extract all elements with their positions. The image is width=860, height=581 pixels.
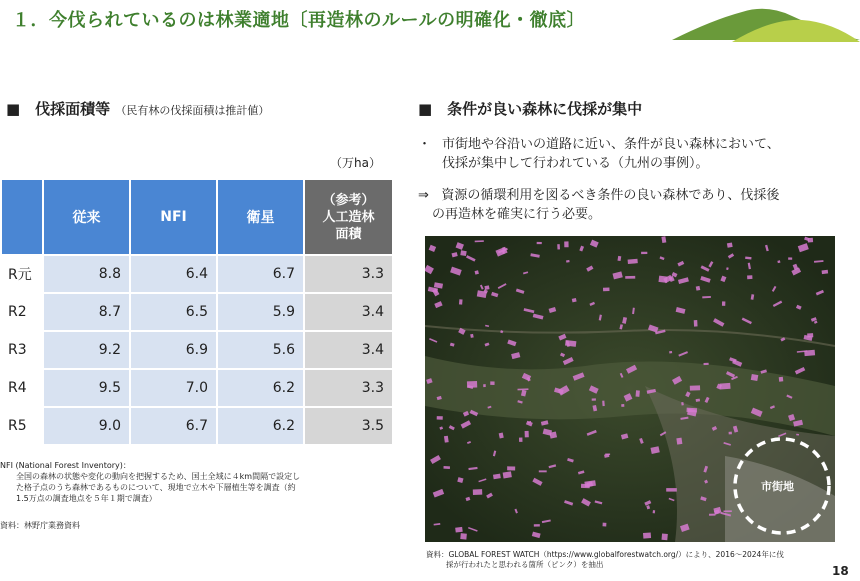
header-reference: （参考） 人工造林 面積 [305,180,392,254]
table-cell: 6.2 [218,370,303,406]
table-cell: 3.3 [305,256,392,292]
table-cell: 6.7 [131,408,216,444]
table-cell: 6.7 [218,256,303,292]
row-label: R元 [2,256,42,292]
heading-text: ■ 伐採面積等 [6,100,111,118]
heading-note: （民有林の伐採面積は推計値） [115,104,270,117]
page-title: １．今伐られているのは林業適地〔再造林のルールの明確化・徹底〕 [12,10,586,31]
row-label: R5 [2,408,42,444]
page-number: 18 [832,564,849,578]
map-caption: 資料：GLOBAL FOREST WATCH（https://www.globalforestwatch.org/）により、2016〜2024年に伐 採が行われたと思われる箇所（ピンク）を抽出 [426,550,784,569]
table-cell: 9.5 [44,370,129,406]
nfi-note: NFI (National Forest Inventory)： 全国の森林の状態や変化の動向を把握するため、国土全域に４km間隔で設定し た格子点のうち森林であるものについて、現地で立木や下層植生等を調査（約 1.5万点の調査地点を５年１期で調査） [0,461,301,503]
header-conventional: 従来 [44,180,129,254]
table-cell: 9.0 [44,408,129,444]
row-label: R4 [2,370,42,406]
table-cell: 8.8 [44,256,129,292]
table-cell: 5.6 [218,332,303,368]
table-cell: 3.4 [305,332,392,368]
conclusion-text: ⇒ 資源の循環利用を図るべき条件の良い森林であり、伐採後 の再造林を確実に行う必要。 [418,188,780,222]
section-heading-harvest-area [6,98,269,119]
header-satellite: 衛星 [218,180,303,254]
table-cell: 3.3 [305,370,392,406]
section-heading-concentration: ■ 条件が良い森林に伐採が集中 [418,100,643,118]
source-note: 資料：林野庁業務資料 [0,521,80,530]
table-cell: 3.5 [305,408,392,444]
table-row [2,408,392,444]
row-label: R3 [2,332,42,368]
table-cell: 6.4 [131,256,216,292]
table-cell: 6.9 [131,332,216,368]
header-nfi: NFI [131,180,216,254]
table-row [2,256,392,292]
unit-label: （万ha） [330,156,381,170]
table-cell: 6.5 [131,294,216,330]
arrow-mark: ⇒ [418,188,429,203]
satellite-map [425,236,835,542]
bullet-mark: ・ [418,137,432,152]
header-corner [2,180,42,254]
table-cell: 8.7 [44,294,129,330]
mountains-logo [672,0,860,46]
urban-area-label: 市街地 [761,480,794,493]
table-cell: 7.0 [131,370,216,406]
table-row [2,332,392,368]
table-cell: 5.9 [218,294,303,330]
table-row [2,370,392,406]
table-cell: 6.2 [218,408,303,444]
row-label: R2 [2,294,42,330]
harvest-table [0,178,394,446]
table-cell: 9.2 [44,332,129,368]
bullet-text: ・ 市街地や谷沿いの道路に近い、条件が良い森林において、 伐採が集中して行われている（九州の事例）。 [418,137,780,171]
table-row [2,294,392,330]
table-cell: 3.4 [305,294,392,330]
